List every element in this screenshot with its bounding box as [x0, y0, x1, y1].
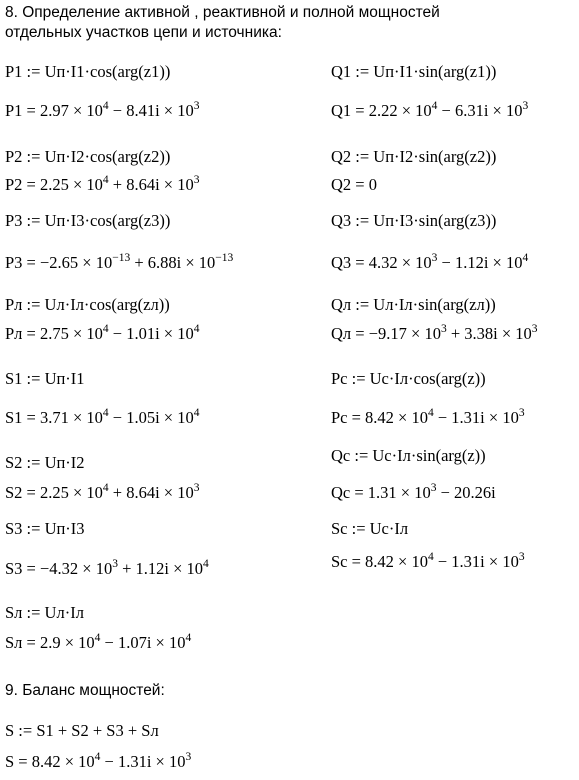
s1-definition: S1 := Uп·I1 — [5, 369, 85, 388]
ql-value: Qл = $-9.17 \times 10^3 + 3.38i \times 10^3$ — [331, 323, 538, 343]
q2-definition: Q2 := Uп·I2·sin(arg(z2)) — [331, 147, 497, 166]
section-8-title-line-1: 8. Определение активной , реактивной и полной мощностей — [5, 4, 440, 21]
s2-definition: S2 := Uп·I2 — [5, 453, 85, 472]
p3-value: $P3 = -2.65 \times 10^{-13} + 6.88i \times 10^{-13}$ — [5, 252, 234, 272]
ql-definition: Qл := Uл·Iл·sin(arg(zл)) — [331, 295, 496, 314]
p1-definition: P1 := Uп·I1·cos(arg(z1)) — [5, 62, 171, 81]
q2-value: Q2 = 0 — [331, 175, 377, 194]
qc-definition: Qc := Uc·Iл·sin(arg(z)) — [331, 446, 486, 465]
q3-definition: Q3 := Uп·I3·sin(arg(z3)) — [331, 211, 497, 230]
sl-value: Sл = $2.9 \times 10^4 - 1.07i \times 10^4$ — [5, 632, 192, 652]
s3-definition: S3 := Uп·I3 — [5, 519, 85, 538]
p2-value: $P2 = 2.25 \times 10^4 + 8.64i \times 10^3$ — [5, 174, 200, 194]
qc-value: $Qc = 1.31 \times 10^3 - 20.26i$ — [331, 482, 496, 502]
q3-value: $Q3 = 4.32 \times 10^3 - 1.12i \times 10^4$ — [331, 252, 529, 272]
s-definition: S := S1 + S2 + S3 + Sл — [5, 721, 159, 740]
p3-definition: P3 := Uп·I3·cos(arg(z3)) — [5, 211, 171, 230]
pl-value: Pл = $2.75 \times 10^4 - 1.01i \times 10^4$ — [5, 323, 200, 343]
sl-definition: Sл := Uл·Iл — [5, 603, 84, 622]
q1-value: $Q1 = 2.22 \times 10^4 - 6.31i \times 10^3$ — [331, 100, 529, 120]
q1-definition: Q1 := Uп·I1·sin(arg(z1)) — [331, 62, 497, 81]
p1-value: $P1 = 2.97 \times 10^4 - 8.41i \times 10^3$ — [5, 100, 200, 120]
section-8-title-line-2: отдельных участков цепи и источника: — [5, 24, 282, 41]
pl-definition: Pл := Uл·Iл·cos(arg(zл)) — [5, 295, 170, 314]
pc-definition: Pc := Uc·Iл·cos(arg(z)) — [331, 369, 486, 388]
section-9-title: 9. Баланс мощностей: — [5, 682, 165, 699]
pc-value: $Pc = 8.42 \times 10^4 - 1.31i \times 10^3$ — [331, 407, 525, 427]
s-value: $S = 8.42 \times 10^4 - 1.31i \times 10^3$ — [5, 751, 192, 771]
s2-value: $S2 = 2.25 \times 10^4 + 8.64i \times 10^3$ — [5, 482, 200, 502]
s3-value: $S3 = -4.32 \times 10^3 + 1.12i \times 10^4$ — [5, 558, 209, 578]
sc-value: $Sc = 8.42 \times 10^4 - 1.31i \times 10^3$ — [331, 551, 525, 571]
p2-definition: P2 := Uп·I2·cos(arg(z2)) — [5, 147, 171, 166]
sc-definition: Sc := Uc·Iл — [331, 519, 409, 538]
s1-value: $S1 = 3.71 \times 10^4 - 1.05i \times 10^4$ — [5, 407, 200, 427]
